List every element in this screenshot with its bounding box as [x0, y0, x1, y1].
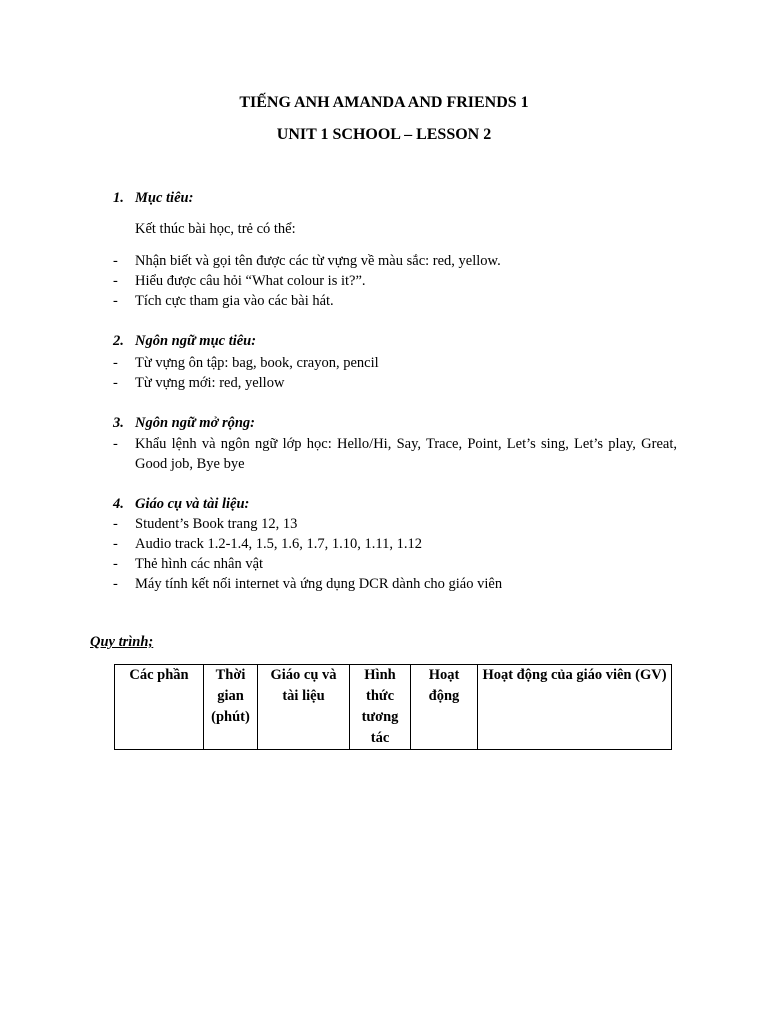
- list-item-text: Audio track 1.2-1.4, 1.5, 1.6, 1.7, 1.10, 1.11, 1.12: [135, 536, 423, 552]
- bullet-dash: -: [113, 253, 118, 269]
- list-item: [113, 534, 677, 554]
- list-item: [113, 373, 677, 393]
- list-item: [113, 353, 677, 373]
- list-item-text: Khẩu lệnh và ngôn ngữ lớp học: Hello/Hi, Say, Trace, Point, Let’s sing, Let’s play, Great, Good job, Bye bye: [135, 436, 677, 472]
- section-1-heading: [113, 190, 193, 207]
- list-item: [113, 291, 677, 311]
- document-subtitle: UNIT 1 SCHOOL – LESSON 2: [276, 126, 492, 143]
- list-item-text: Tích cực tham gia vào các bài hát.: [135, 293, 334, 309]
- section-title: Ngôn ngữ mục tiêu:: [135, 333, 257, 349]
- list-item: [113, 434, 677, 474]
- document-title: TIẾNG ANH AMANDA AND FRIENDS 1: [239, 94, 529, 111]
- section-title: Ngôn ngữ mở rộng:: [135, 415, 256, 431]
- table-header-row: [115, 665, 672, 750]
- table-header-cell: Hình thức tương tác: [350, 665, 411, 750]
- section-number: 1.: [113, 190, 124, 206]
- bullet-dash: -: [113, 556, 118, 572]
- list-item: [113, 554, 677, 574]
- list-item-text: Máy tính kết nối internet và ứng dụng DCR dành cho giáo viên: [135, 576, 503, 592]
- section-title: Giáo cụ và tài liệu:: [135, 496, 250, 512]
- section-2-list: [113, 353, 677, 393]
- list-item: [113, 271, 677, 291]
- bullet-dash: -: [113, 576, 118, 592]
- list-item: [113, 574, 677, 594]
- section-4-heading: [113, 496, 249, 513]
- process-table: [114, 664, 672, 750]
- section-number: 3.: [113, 415, 124, 431]
- bullet-dash: -: [113, 293, 118, 309]
- list-item: [113, 514, 677, 534]
- section-3-heading: [113, 415, 255, 432]
- list-item: [113, 251, 677, 271]
- table-header-cell: Các phần: [115, 665, 204, 750]
- list-item-text: Hiểu được câu hỏi “What colour is it?”.: [135, 273, 366, 289]
- bullet-dash: -: [113, 273, 118, 289]
- section-1-list: [113, 251, 677, 311]
- section-3-list: [113, 434, 677, 474]
- bullet-dash: -: [113, 436, 118, 452]
- section-title: Mục tiêu:: [135, 190, 194, 206]
- list-item-text: Student’s Book trang 12, 13: [135, 516, 298, 532]
- section-2-heading: [113, 333, 256, 350]
- bullet-dash: -: [113, 536, 118, 552]
- table-header-cell: Giáo cụ và tài liệu: [258, 665, 350, 750]
- bullet-dash: -: [113, 375, 118, 391]
- table-header-cell: Thời gian (phút): [204, 665, 258, 750]
- list-item-text: Từ vựng ôn tập: bag, book, crayon, pencil: [135, 355, 379, 371]
- table-header-cell: Hoạt động: [411, 665, 478, 750]
- section-1-intro: Kết thúc bài học, trẻ có thể:: [135, 221, 296, 237]
- section-number: 4.: [113, 496, 124, 512]
- bullet-dash: -: [113, 355, 118, 371]
- list-item-text: Thẻ hình các nhân vật: [135, 556, 264, 572]
- bullet-dash: -: [113, 516, 118, 532]
- table-header-cell: Hoạt động của giáo viên (GV): [478, 665, 672, 750]
- section-number: 2.: [113, 333, 124, 349]
- process-heading: Quy trình;: [90, 634, 154, 650]
- list-item-text: Từ vựng mới: red, yellow: [135, 375, 285, 391]
- section-4-list: [113, 514, 677, 594]
- list-item-text: Nhận biết và gọi tên được các từ vựng về màu sắc: red, yellow.: [135, 253, 501, 269]
